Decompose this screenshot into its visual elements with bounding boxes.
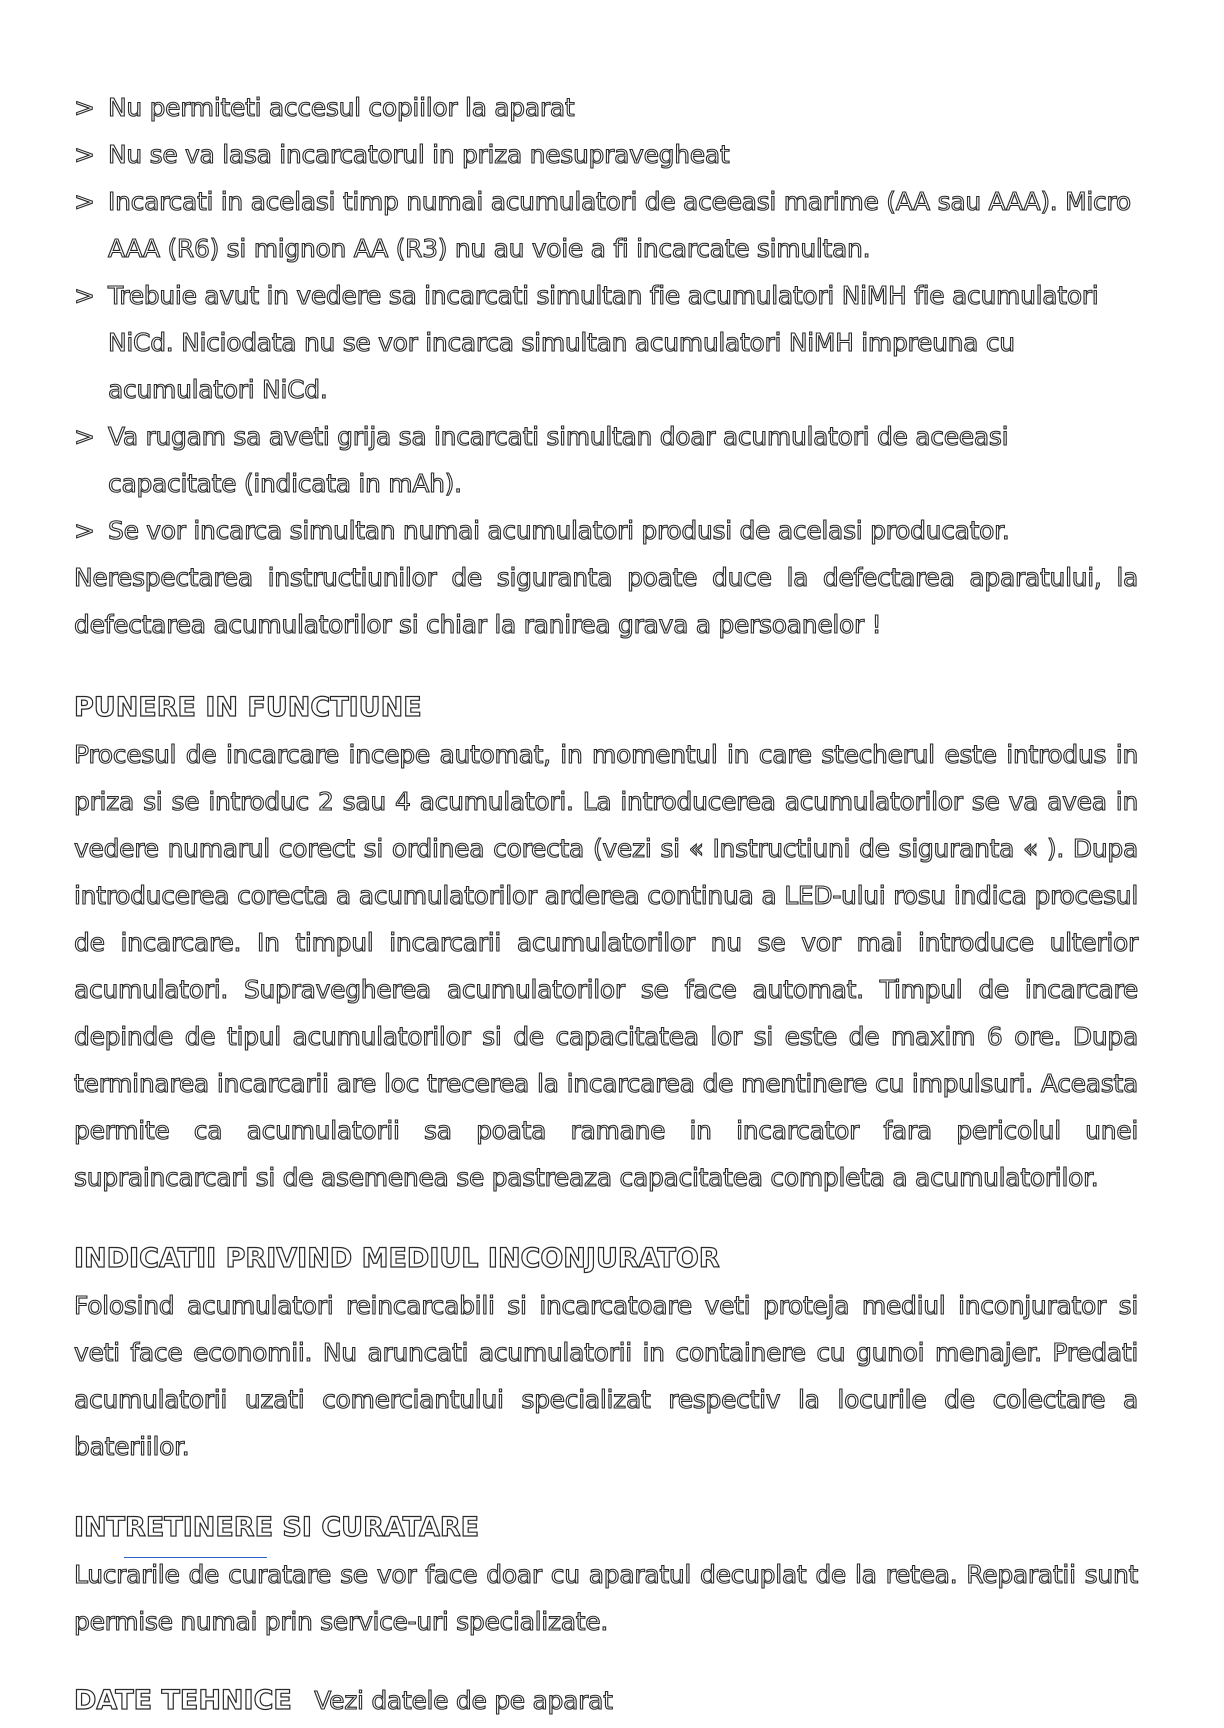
section-heading: INDICATII PRIVIND MEDIUL INCONJURATOR xyxy=(74,1243,720,1274)
section-body: Lucrarile de curatare se vor face doar cu aparatul decuplat de la retea. Reparatii sunt permise numai prin service-uri specializate. xyxy=(74,1560,1138,1636)
section-body: Folosind acumulatori reincarcabili si incarcatoare veti proteja mediul inconjurator si veti face economii. Nu aruncati acumulatorii in containere cu gunoi menajer. Predati acumulatorii uzati comerciantului specializat respectiv la locurile de colectare a bateriilor. xyxy=(74,1291,1138,1461)
list-item xyxy=(74,272,1138,413)
list-item xyxy=(74,178,1138,272)
section-punere-in-functiune xyxy=(74,684,1138,1201)
bullet-marker: > xyxy=(74,140,95,169)
bullet-marker: > xyxy=(74,281,95,310)
bullet-text: Trebuie avut in vedere sa incarcati simultan fie acumulatori NiMH fie acumulatori NiCd. Niciodata nu se vor incarca simultan acumulatori NiMH impreuna cu acumulatori NiCd. xyxy=(108,281,1099,404)
list-item xyxy=(74,507,1138,554)
bullet-text: Incarcati in acelasi timp numai acumulatori de aceeasi marime (AA sau AAA). Micro AAA (R6) si mignon AA (R3) nu au voie a fi incarcate simultan. xyxy=(108,187,1131,263)
safety-warning-paragraph: Nerespectarea instructiunilor de siguranta poate duce la defectarea aparatului, la defectarea acumulatorilor si chiar la ranirea grava a persoanelor ! xyxy=(74,563,1138,639)
safety-bullet-list xyxy=(74,84,1138,554)
technical-data-note: Vezi datele de pe aparat xyxy=(314,1686,613,1715)
bullet-marker: > xyxy=(74,93,95,122)
bullet-text: Nu se va lasa incarcatorul in priza nesupravegheat xyxy=(108,140,730,169)
bullet-marker: > xyxy=(74,187,95,216)
document-page xyxy=(74,84,1138,1728)
list-item xyxy=(74,84,1138,131)
bullet-text: Nu permiteti accesul copiilor la aparat xyxy=(108,93,575,122)
bullet-marker: > xyxy=(74,516,95,545)
list-item xyxy=(74,413,1138,507)
section-date-tehnice xyxy=(74,1677,1138,1728)
footnote-divider xyxy=(124,1557,267,1558)
section-heading: PUNERE IN FUNCTIUNE xyxy=(74,692,422,723)
section-intretinere xyxy=(74,1504,1138,1645)
section-heading: DATE TEHNICE xyxy=(74,1685,292,1716)
bullet-marker: > xyxy=(74,422,95,451)
section-body: Procesul de incarcare incepe automat, in momentul in care stecherul este introdus in priza si se introduc 2 sau 4 acumulatori. La introducerea acumulatorilor se va avea in vedere numarul corect si ordinea corecta (vezi si « Instructiuni de siguranta « ). Dupa introducerea corecta a acumulatorilor arderea continua a LED-ului rosu indica procesul de incarcare. In timpul incarcarii acumulatorilor nu se vor mai introduce ulterior acumulatori. Supravegherea acumulatorilor se face automat. Timpul de incarcare depinde de tipul acumulatorilor si de capacitatea lor si este de maxim 6 ore. Dupa terminarea incarcarii are loc trecerea la incarcarea de mentinere cu impulsuri. Aceasta permite ca acumulatorii sa poata ramane in incarcator fara pericolul unei supraincarcari si de asemenea se pastreaza capacitatea completa a acumulatorilor. xyxy=(74,740,1138,1192)
list-item xyxy=(74,131,1138,178)
bullet-text: Va rugam sa aveti grija sa incarcati simultan doar acumulatori de aceeasi capacitate (indicata in mAh). xyxy=(108,422,1009,498)
bullet-text: Se vor incarca simultan numai acumulatori produsi de acelasi producator. xyxy=(108,516,1010,545)
section-heading: INTRETINERE SI CURATARE xyxy=(74,1512,480,1543)
section-mediul-inconjurator xyxy=(74,1235,1138,1470)
